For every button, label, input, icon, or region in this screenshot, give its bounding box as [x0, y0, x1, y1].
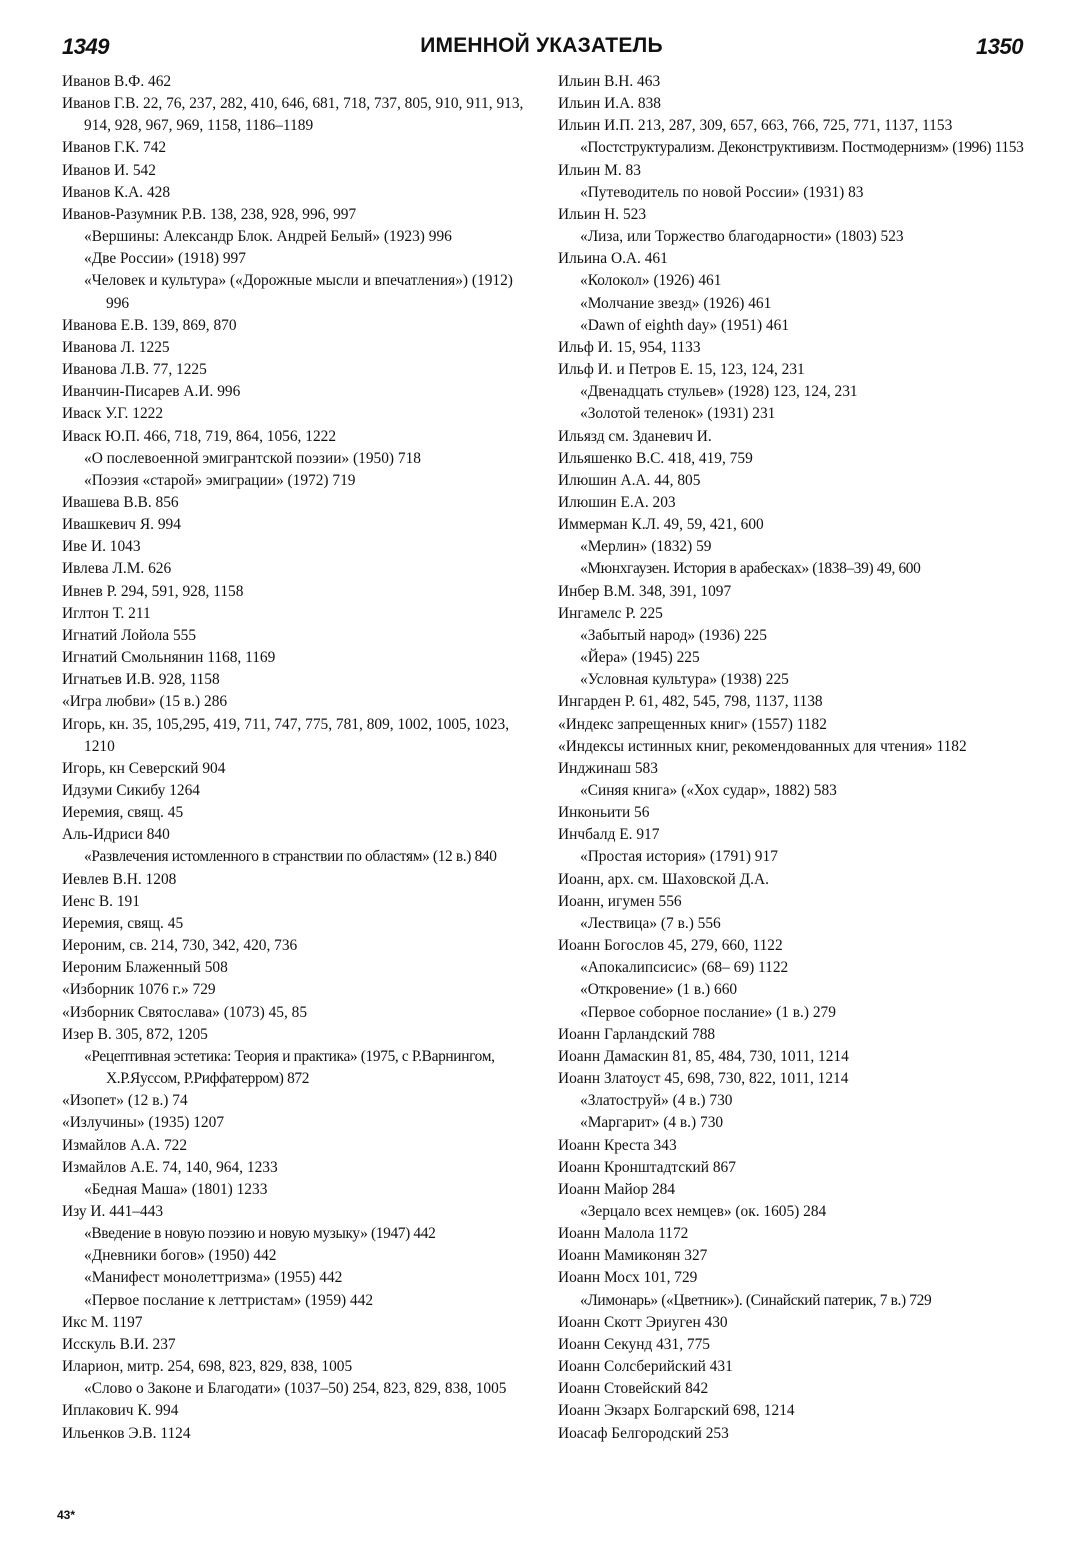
index-subentry: «Лиза, или Торжество благодарности» (1803) 523 [580, 228, 904, 246]
page-number-left: 1349 [62, 34, 109, 59]
index-subentry: «Манифест монолеттризма» (1955) 442 [84, 1269, 343, 1287]
index-entry: «Индексы истинных книг, рекомендованных для чтения» 1182 [558, 737, 967, 755]
index-entry: Ивнев Р. 294, 591, 928, 1158 [62, 582, 244, 600]
index-entry: Иммерман К.Л. 49, 59, 421, 600 [558, 516, 764, 534]
index-entry: Ильин Н. 523 [558, 205, 647, 223]
index-entry: Измайлов А.А. 722 [62, 1136, 188, 1154]
index-entry: Иоанн Солсберийский 431 [558, 1358, 733, 1376]
index-subentry: «Лимонарь» («Цветник»). (Синайский патерик, 7 в.) 729 [580, 1291, 932, 1309]
index-entry: Ильязд см. Зданевич И. [558, 427, 712, 445]
running-title: ИМЕННОЙ УКАЗАТЕЛЬ [420, 34, 663, 57]
index-entry: Ильин М. 83 [558, 161, 641, 179]
index-entry: Иоанн Скотт Эриуген 430 [558, 1313, 728, 1331]
index-entry: Иглтон Т. 211 [62, 604, 151, 622]
index-subentry: «Введение в новую поэзию и новую музыку» (1947) 442 [84, 1225, 436, 1243]
index-entry: Иоанн Златоуст 45, 698, 730, 822, 1011, 1214 [558, 1070, 849, 1088]
index-entry: Иванов В.Ф. 462 [62, 73, 172, 90]
index-subentry: «Откровение» (1 в.) 660 [580, 981, 738, 999]
index-entry: Игорь, кн Северский 904 [62, 759, 226, 777]
index-subentry: «Поэзия «старой» эмиграции» (1972) 719 [84, 471, 356, 489]
index-entry: Илюшин А.А. 44, 805 [558, 471, 701, 489]
index-entry: Иванов Г.В. 22, 76, 237, 282, 410, 646, 681, 718, 737, 805, 910, 911, 913, 914, 928, 967, 969, 1158, 1186–1189 [62, 95, 524, 135]
index-subentry: «О послевоенной эмигрантской поэзии» (1950) 718 [84, 449, 421, 467]
page-header [0, 30, 1083, 64]
index-entry: Иве И. 1043 [62, 538, 141, 556]
index-entry: Ингарден Р. 61, 482, 545, 798, 1137, 1138 [558, 693, 823, 711]
index-entry: Иевлев В.Н. 1208 [62, 870, 177, 888]
index-subentry: «Зерцало всех немцев» (ок. 1605) 284 [580, 1202, 827, 1220]
index-entry: Иоасаф Белгородский 253 [558, 1424, 729, 1442]
index-subentry: «Слово о Законе и Благодати» (1037–50) 254, 823, 829, 838, 1005 [84, 1380, 507, 1398]
signature-mark: 43* [57, 1508, 76, 1522]
index-subentry: «Условная культура» (1938) 225 [580, 671, 789, 689]
index-subentry: «Мюнхгаузен. История в арабесках» (1838–39) 49, 600 [580, 560, 921, 578]
index-entry: Ивашкевич Я. 994 [62, 516, 181, 534]
index-entry: Ингамелс Р. 225 [558, 604, 663, 622]
index-entry: Иванова Л.В. 77, 1225 [62, 361, 207, 379]
index-entry: Иероним Блаженный 508 [62, 959, 228, 977]
index-entry: Иеремия, свящ. 45 [62, 804, 184, 822]
index-subentry: «Золотой теленок» (1931) 231 [580, 405, 776, 423]
index-entry: Иоанн Богослов 45, 279, 660, 1122 [558, 937, 783, 955]
index-subentry: «Йера» (1945) 225 [580, 649, 700, 667]
index-column-left [62, 71, 538, 1445]
index-entry: Иоанн, игумен 556 [558, 892, 682, 910]
index-entry: Ильина О.А. 461 [558, 250, 668, 268]
index-entry: Иваск У.Г. 1222 [62, 405, 164, 423]
index-subentry: «Дневники богов» (1950) 442 [84, 1247, 277, 1265]
index-entry: Ильин И.А. 838 [558, 95, 661, 113]
index-subentry: «Вершины: Александр Блок. Андрей Белый» (1923) 996 [84, 228, 452, 246]
index-subentry: «Первое соборное послание» (1 в.) 279 [580, 1003, 836, 1021]
index-entry: Иоанн Дамаскин 81, 85, 484, 730, 1011, 1214 [558, 1047, 849, 1065]
index-entry: Изер В. 305, 872, 1205 [62, 1025, 208, 1043]
index-subentry: «Бедная Маша» (1801) 1233 [84, 1180, 268, 1198]
index-entry: Исскуль В.И. 237 [62, 1335, 176, 1353]
index-entry: Ильин И.П. 213, 287, 309, 657, 663, 766, 725, 771, 1137, 1153 [558, 117, 953, 135]
index-entry: Ивлева Л.М. 626 [62, 560, 172, 578]
index-entry: Ильф И. 15, 954, 1133 [558, 338, 701, 356]
index-entry: Иларион, митр. 254, 698, 823, 829, 838, 1005 [62, 1358, 353, 1376]
index-entry: Игнатий Лойола 555 [62, 626, 197, 644]
index-entry: «Изборник 1076 г.» 729 [62, 981, 216, 999]
index-entry: Аль-Идриси 840 [62, 826, 170, 844]
index-entry: Иванов Г.К. 742 [62, 139, 167, 157]
index-entry: Игорь, кн. 35, 105,295, 419, 711, 747, 775, 781, 809, 1002, 1005, 1023, 1210 [62, 715, 510, 755]
index-entry: Игнатьев И.В. 928, 1158 [62, 671, 220, 689]
index-entry: Иоанн Стовейский 842 [558, 1380, 709, 1398]
index-subentry: «Рецептивная эстетика: Теория и практика» (1975, с Р.Варнингом, Х.Р.Яуссом, Р.Риффатерром) 872 [84, 1047, 495, 1088]
index-entry: Иванова Л. 1225 [62, 338, 170, 356]
index-entry: Иоанн, арх. см. Шаховской Д.А. [558, 870, 769, 888]
index-entry: Иеремия, свящ. 45 [62, 914, 184, 932]
index-entry: Ильин В.Н. 463 [558, 73, 661, 90]
index-subentry: «Постструктурализм. Деконструктивизм. Постмодернизм» (1996) 1153 [580, 139, 1024, 157]
index-entry: Измайлов А.Е. 74, 140, 964, 1233 [62, 1158, 278, 1176]
index-entry: Иваск Ю.П. 466, 718, 719, 864, 1056, 1222 [62, 427, 337, 445]
page-number-right: 1350 [976, 34, 1023, 59]
index-entry: Илюшин Е.А. 203 [558, 493, 676, 511]
index-entry: Иоанн Кронштадтский 867 [558, 1158, 736, 1176]
index-entry: «Излучины» (1935) 1207 [62, 1114, 225, 1132]
index-entry: Иоанн Мосх 101, 729 [558, 1269, 698, 1287]
index-entry: Ивашева В.В. 856 [62, 493, 179, 511]
index-subentry: «Колокол» (1926) 461 [580, 272, 722, 290]
index-entry: Иоанн Майор 284 [558, 1180, 676, 1198]
index-column-right [558, 71, 1036, 1445]
index-entry: Игнатий Смольнянин 1168, 1169 [62, 649, 276, 667]
index-subentry: «Развлечения истомленного в странствии по областям» (12 в.) 840 [84, 848, 497, 866]
index-subentry: «Первое послание к леттристам» (1959) 442 [84, 1291, 374, 1309]
index-entry: Иванчин-Писарев А.И. 996 [62, 383, 241, 401]
index-subentry: «Простая история» (1791) 917 [580, 848, 778, 866]
index-entry: «Изборник Святослава» (1073) 45, 85 [62, 1003, 308, 1021]
index-entry: «Индекс запрещенных книг» (1557) 1182 [558, 715, 827, 733]
index-entry: Ильяшенко В.С. 418, 419, 759 [558, 449, 753, 467]
index-subentry: «Путеводитель по новой России» (1931) 83 [580, 183, 864, 201]
index-entry: «Изопет» (12 в.) 74 [62, 1092, 188, 1110]
index-entry: Инбер В.М. 348, 391, 1097 [558, 582, 732, 600]
index-subentry: «Мерлин» (1832) 59 [580, 538, 712, 556]
index-entry: Иоанн Малола 1172 [558, 1225, 689, 1243]
index-entry: Иенс В. 191 [62, 892, 140, 910]
index-entry: Иванов К.А. 428 [62, 183, 171, 201]
index-entry: Иоанн Мамиконян 327 [558, 1247, 708, 1265]
index-entry: Иоанн Гарландский 788 [558, 1025, 716, 1043]
index-entry: Иоанн Экзарх Болгарский 698, 1214 [558, 1402, 795, 1420]
index-entry: Инджинаш 583 [558, 759, 658, 777]
index-entry: Иванова Е.В. 139, 869, 870 [62, 316, 237, 334]
index-entry: Ильенков Э.В. 1124 [62, 1424, 191, 1442]
index-entry: Икс М. 1197 [62, 1313, 143, 1331]
index-subentry: «Две России» (1918) 997 [84, 250, 246, 268]
index-entry: Инконьити 56 [558, 804, 650, 822]
index-subentry: «Dawn of eighth day» (1951) 461 [580, 316, 790, 334]
index-entry: Ильф И. и Петров Е. 15, 123, 124, 231 [558, 361, 805, 379]
index-entry: Инчбалд Е. 917 [558, 826, 660, 844]
index-subentry: «Златоструй» (4 в.) 730 [580, 1092, 733, 1110]
index-subentry: «Синяя книга» («Хох судар», 1882) 583 [580, 782, 837, 799]
index-entry: Иванов-Разумник Р.В. 138, 238, 928, 996, 997 [62, 205, 357, 223]
index-entry: Иплакович К. 994 [62, 1402, 179, 1420]
index-subentry: «Маргарит» (4 в.) 730 [580, 1114, 724, 1132]
index-entry: «Игра любви» (15 в.) 286 [62, 693, 228, 711]
index-subentry: «Лествица» (7 в.) 556 [580, 914, 721, 932]
index-subentry: «Забытый народ» (1936) 225 [580, 626, 767, 644]
index-subentry: «Двенадцать стульев» (1928) 123, 124, 231 [580, 383, 858, 401]
index-entry: Иоанн Секунд 431, 775 [558, 1335, 710, 1353]
index-subentry: «Человек и культура» («Дорожные мысли и впечатления») (1912) 996 [84, 272, 513, 312]
index-entry: Иоанн Креста 343 [558, 1136, 677, 1154]
index-entry: Изу И. 441–443 [62, 1202, 164, 1220]
index-subentry: «Апокалипсисис» (68– 69) 1122 [580, 959, 789, 977]
index-entry: Идзуми Сикибу 1264 [62, 782, 200, 799]
index-entry: Иероним, св. 214, 730, 342, 420, 736 [62, 937, 298, 955]
index-entry: Иванов И. 542 [62, 161, 156, 179]
index-subentry: «Молчание звезд» (1926) 461 [580, 294, 772, 312]
